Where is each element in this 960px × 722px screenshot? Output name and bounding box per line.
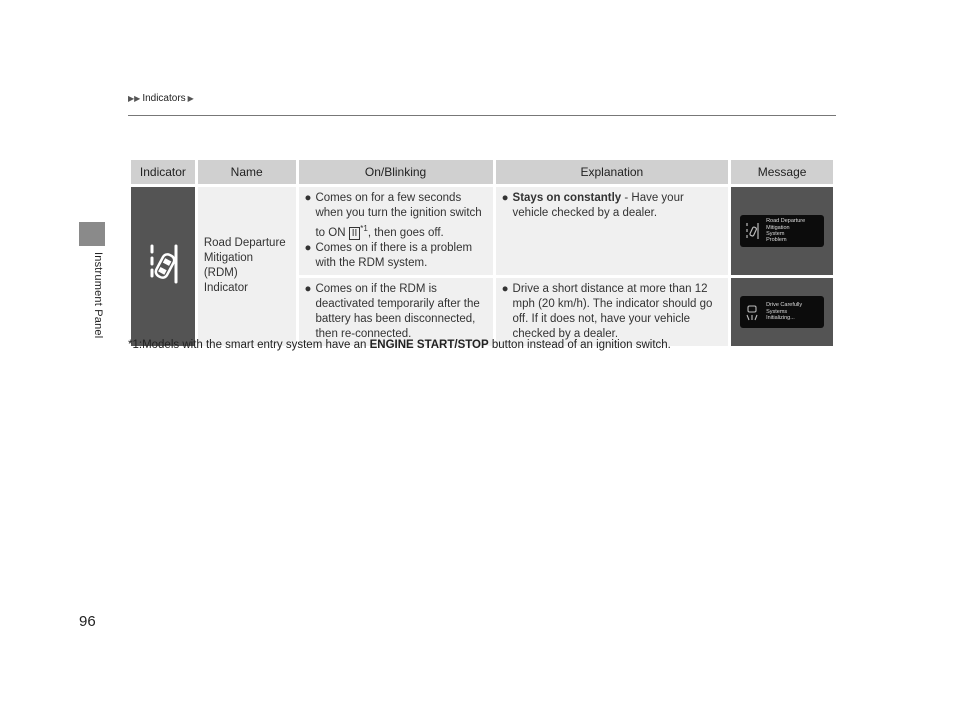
header-on-blinking: On/Blinking: [299, 160, 493, 184]
message-text: [766, 218, 805, 243]
message-text: [766, 302, 802, 321]
table-header-row: [131, 160, 833, 184]
list-item: [305, 241, 487, 271]
header-name: Name: [198, 160, 296, 184]
section-side-label: Instrument Panel: [92, 252, 104, 339]
indicator-table: [128, 157, 836, 349]
breadcrumb-section[interactable]: Indicators: [142, 93, 186, 104]
on-blinking-cell: [299, 278, 493, 346]
road-departure-mitigation-icon: [143, 242, 183, 286]
bullet-icon: ●: [501, 192, 509, 204]
bullet-icon: ●: [304, 192, 312, 204]
footnote: [128, 339, 671, 351]
road-departure-mitigation-icon: [744, 221, 760, 241]
breadcrumb: [128, 93, 194, 104]
list-item: [305, 191, 487, 241]
message-line: Road Departure: [766, 218, 806, 225]
footnote-prefix: *1:Models with the smart entry system have an: [128, 339, 370, 351]
message-line: System: [766, 230, 785, 237]
header-explanation: Explanation: [496, 160, 729, 184]
indicator-name-line: Indicator: [203, 282, 248, 295]
explanation-cell: [496, 278, 729, 346]
message-display: [740, 296, 824, 328]
explanation-text: Drive a short distance at more than 12 mph (20 km/h). The indicator should go off. If it does not, have your vehicle checked by a dealer.: [512, 282, 713, 340]
explanation-emphasis: Stays on constantly: [512, 192, 622, 204]
page-number: 96: [79, 613, 96, 630]
on-blinking-text-a: Comes on for a few seconds when you turn the ignition switch to ON: [315, 192, 482, 239]
message-line: Initializing...: [766, 314, 795, 321]
footnote-emphasis: ENGINE START/STOP: [369, 339, 489, 351]
message-line: Systems: [766, 308, 788, 315]
explanation-rest: - Have your vehicle checked by a dealer.: [512, 192, 684, 219]
message-line: Mitigation: [766, 224, 790, 231]
message-display: [740, 215, 824, 247]
indicator-name-line: Road Departure: [203, 237, 286, 250]
header-rule: [128, 115, 836, 116]
breadcrumb-arrow-icon: ▶: [187, 94, 194, 103]
footnote-suffix: button instead of an ignition switch.: [488, 339, 671, 351]
indicator-name-line: Mitigation (RDM): [203, 252, 254, 280]
list-item: [305, 282, 487, 342]
header-indicator: Indicator: [131, 160, 195, 184]
section-tab-marker: [79, 222, 105, 246]
bullet-icon: ●: [501, 282, 509, 295]
on-blinking-text-b: , then goes off.: [367, 226, 444, 239]
indicator-name-cell: [198, 187, 296, 346]
footnote-ref: *1: [360, 224, 368, 233]
list-item: [502, 282, 723, 342]
header-message: Message: [731, 160, 833, 184]
explanation-text: [513, 191, 723, 221]
on-blinking-text: Comes on if there is a problem with the RDM system.: [315, 241, 473, 269]
car-on-road-icon: [744, 302, 760, 322]
message-line: Problem: [766, 237, 787, 244]
bullet-icon: ●: [304, 241, 312, 254]
table-row: [131, 187, 833, 275]
message-cell: [731, 187, 833, 275]
ignition-position-badge: II: [349, 227, 361, 240]
on-blinking-text: Comes on if the RDM is deactivated temporarily after the battery has been disconnected, then re-connected.: [315, 282, 480, 340]
on-blinking-cell: [299, 187, 493, 275]
bullet-icon: ●: [304, 282, 312, 295]
message-cell: [731, 278, 833, 346]
explanation-cell: [496, 187, 729, 275]
list-item: [502, 191, 723, 221]
indicator-cell: [131, 187, 195, 346]
on-blinking-text: [315, 191, 486, 241]
message-line: Drive Carefully: [766, 302, 803, 309]
breadcrumb-arrow-icon: ▶▶: [128, 94, 141, 103]
